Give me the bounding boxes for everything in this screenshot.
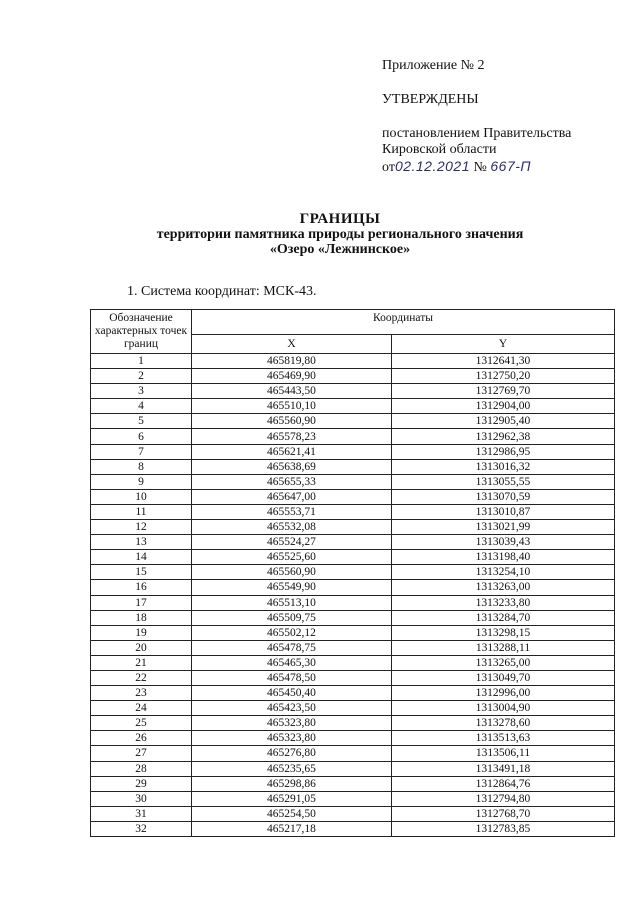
y-coordinate: 1313021,99 <box>391 520 614 535</box>
coordinates-table-body <box>91 354 615 837</box>
x-coordinate: 465553,71 <box>192 504 392 519</box>
x-coordinate: 465298,86 <box>192 776 392 791</box>
y-coordinate: 1313278,60 <box>391 716 614 731</box>
point-number: 32 <box>91 821 192 836</box>
point-number: 16 <box>91 580 192 595</box>
y-coordinate: 1312986,95 <box>391 444 614 459</box>
x-coordinate: 465638,69 <box>192 459 392 474</box>
point-number: 19 <box>91 625 192 640</box>
point-number: 11 <box>91 504 192 519</box>
y-coordinate: 1313513,63 <box>391 731 614 746</box>
x-coordinate: 465323,80 <box>192 731 392 746</box>
x-coordinate: 465502,12 <box>192 625 392 640</box>
y-coordinate: 1313055,55 <box>391 474 614 489</box>
x-coordinate: 465524,27 <box>192 535 392 550</box>
date-prefix: от <box>382 160 395 175</box>
decree-line-2: Кировской области <box>382 142 497 157</box>
y-coordinate: 1312996,00 <box>391 686 614 701</box>
y-coordinate: 1313506,11 <box>391 746 614 761</box>
x-coordinate: 465510,10 <box>192 399 392 414</box>
point-number: 5 <box>91 414 192 429</box>
table-row <box>91 565 615 580</box>
y-coordinate: 1312768,70 <box>391 806 614 821</box>
approval-block <box>382 58 622 176</box>
y-coordinate: 1313004,90 <box>391 701 614 716</box>
x-coordinate: 465235,65 <box>192 761 392 776</box>
x-coordinate: 465513,10 <box>192 595 392 610</box>
point-number: 21 <box>91 655 192 670</box>
title-main: ГРАНИЦЫ <box>299 211 381 227</box>
point-number: 4 <box>91 399 192 414</box>
point-number: 31 <box>91 806 192 821</box>
x-coordinate: 465465,30 <box>192 655 392 670</box>
point-number: 12 <box>91 520 192 535</box>
y-coordinate: 1313288,11 <box>391 640 614 655</box>
x-coordinate: 465443,50 <box>192 384 392 399</box>
x-coordinate: 465291,05 <box>192 791 392 806</box>
table-row <box>91 384 615 399</box>
y-coordinate: 1312962,38 <box>391 429 614 444</box>
point-number: 15 <box>91 565 192 580</box>
x-coordinate: 465655,33 <box>192 474 392 489</box>
y-coordinate: 1312641,30 <box>391 354 614 369</box>
point-number: 8 <box>91 459 192 474</box>
table-row <box>91 504 615 519</box>
x-coordinate: 465276,80 <box>192 746 392 761</box>
point-number: 13 <box>91 535 192 550</box>
table-row <box>91 520 615 535</box>
table-row <box>91 444 615 459</box>
coordinates-group-header: Координаты <box>192 310 615 335</box>
table-row <box>91 791 615 806</box>
x-coordinate: 465532,08 <box>192 520 392 535</box>
point-number: 7 <box>91 444 192 459</box>
decree-number: 667-П <box>490 158 532 174</box>
y-coordinate: 1313198,40 <box>391 550 614 565</box>
table-row <box>91 731 615 746</box>
point-number: 25 <box>91 716 192 731</box>
y-coordinate: 1312864,76 <box>391 776 614 791</box>
table-row <box>91 655 615 670</box>
table-row <box>91 776 615 791</box>
decree-date-line <box>382 158 622 176</box>
y-coordinate: 1312750,20 <box>391 369 614 384</box>
point-number: 20 <box>91 640 192 655</box>
coordinates-table <box>90 309 615 837</box>
table-row <box>91 670 615 685</box>
point-number: 24 <box>91 701 192 716</box>
point-number: 29 <box>91 776 192 791</box>
table-row <box>91 686 615 701</box>
x-coordinate: 465560,90 <box>192 565 392 580</box>
y-column-header: Y <box>391 334 614 353</box>
table-row <box>91 474 615 489</box>
y-coordinate: 1313254,10 <box>391 565 614 580</box>
point-number: 10 <box>91 489 192 504</box>
point-number: 18 <box>91 610 192 625</box>
table-row <box>91 806 615 821</box>
y-coordinate: 1313233,80 <box>391 595 614 610</box>
x-coordinate: 465478,50 <box>192 670 392 685</box>
table-row <box>91 821 615 836</box>
table-row <box>91 625 615 640</box>
table-row <box>91 369 615 384</box>
point-number: 30 <box>91 791 192 806</box>
table-row <box>91 701 615 716</box>
table-row <box>91 459 615 474</box>
y-coordinate: 1312904,00 <box>391 399 614 414</box>
point-number: 22 <box>91 670 192 685</box>
x-coordinate: 465469,90 <box>192 369 392 384</box>
approved-heading: УТВЕРЖДЕНЫ <box>382 92 479 107</box>
y-coordinate: 1313070,59 <box>391 489 614 504</box>
point-number: 28 <box>91 761 192 776</box>
y-coordinate: 1313298,15 <box>391 625 614 640</box>
x-coordinate: 465549,90 <box>192 580 392 595</box>
x-coordinate: 465525,60 <box>192 550 392 565</box>
y-coordinate: 1312794,80 <box>391 791 614 806</box>
point-column-header: Обозначение характерных точек границ <box>91 310 192 354</box>
y-coordinate: 1313265,00 <box>391 655 614 670</box>
x-coordinate: 465323,80 <box>192 716 392 731</box>
coordinate-system-label: 1. Система координат: МСК-43. <box>127 284 317 299</box>
decree-date: 02.12.2021 <box>394 158 471 174</box>
table-row <box>91 429 615 444</box>
point-number: 23 <box>91 686 192 701</box>
y-coordinate: 1312783,85 <box>391 821 614 836</box>
table-row <box>91 399 615 414</box>
title-line-2: территории памятника природы регионального значения <box>156 227 524 242</box>
x-coordinate: 465819,80 <box>192 354 392 369</box>
table-row <box>91 716 615 731</box>
table-row <box>91 414 615 429</box>
y-coordinate: 1312769,70 <box>391 384 614 399</box>
y-coordinate: 1313016,32 <box>391 459 614 474</box>
y-coordinate: 1313049,70 <box>391 670 614 685</box>
table-row <box>91 761 615 776</box>
point-number: 14 <box>91 550 192 565</box>
y-coordinate: 1313039,43 <box>391 535 614 550</box>
y-coordinate: 1313491,18 <box>391 761 614 776</box>
table-row <box>91 746 615 761</box>
table-row <box>91 550 615 565</box>
y-coordinate: 1313284,70 <box>391 610 614 625</box>
table-row <box>91 489 615 504</box>
document-title <box>80 212 600 257</box>
x-coordinate: 465423,50 <box>192 701 392 716</box>
point-number: 27 <box>91 746 192 761</box>
y-coordinate: 1313010,87 <box>391 504 614 519</box>
point-number: 26 <box>91 731 192 746</box>
table-row <box>91 595 615 610</box>
x-column-header: X <box>192 334 392 353</box>
decree-line-1: постановлением Правительства <box>382 126 572 141</box>
appendix-label: Приложение № 2 <box>382 58 485 73</box>
y-coordinate: 1313263,00 <box>391 580 614 595</box>
point-number: 9 <box>91 474 192 489</box>
x-coordinate: 465217,18 <box>192 821 392 836</box>
x-coordinate: 465509,75 <box>192 610 392 625</box>
table-row <box>91 610 615 625</box>
x-coordinate: 465478,75 <box>192 640 392 655</box>
point-number: 17 <box>91 595 192 610</box>
x-coordinate: 465621,41 <box>192 444 392 459</box>
point-number: 3 <box>91 384 192 399</box>
point-number: 1 <box>91 354 192 369</box>
point-number: 6 <box>91 429 192 444</box>
x-coordinate: 465578,23 <box>192 429 392 444</box>
point-number: 2 <box>91 369 192 384</box>
y-coordinate: 1312905,40 <box>391 414 614 429</box>
x-coordinate: 465647,00 <box>192 489 392 504</box>
title-line-3: «Озеро «Лежнинское» <box>269 242 411 257</box>
table-row <box>91 535 615 550</box>
x-coordinate: 465254,50 <box>192 806 392 821</box>
table-row <box>91 580 615 595</box>
table-row <box>91 354 615 369</box>
x-coordinate: 465450,40 <box>192 686 392 701</box>
x-coordinate: 465560,90 <box>192 414 392 429</box>
table-row <box>91 640 615 655</box>
number-prefix: № <box>473 160 487 175</box>
